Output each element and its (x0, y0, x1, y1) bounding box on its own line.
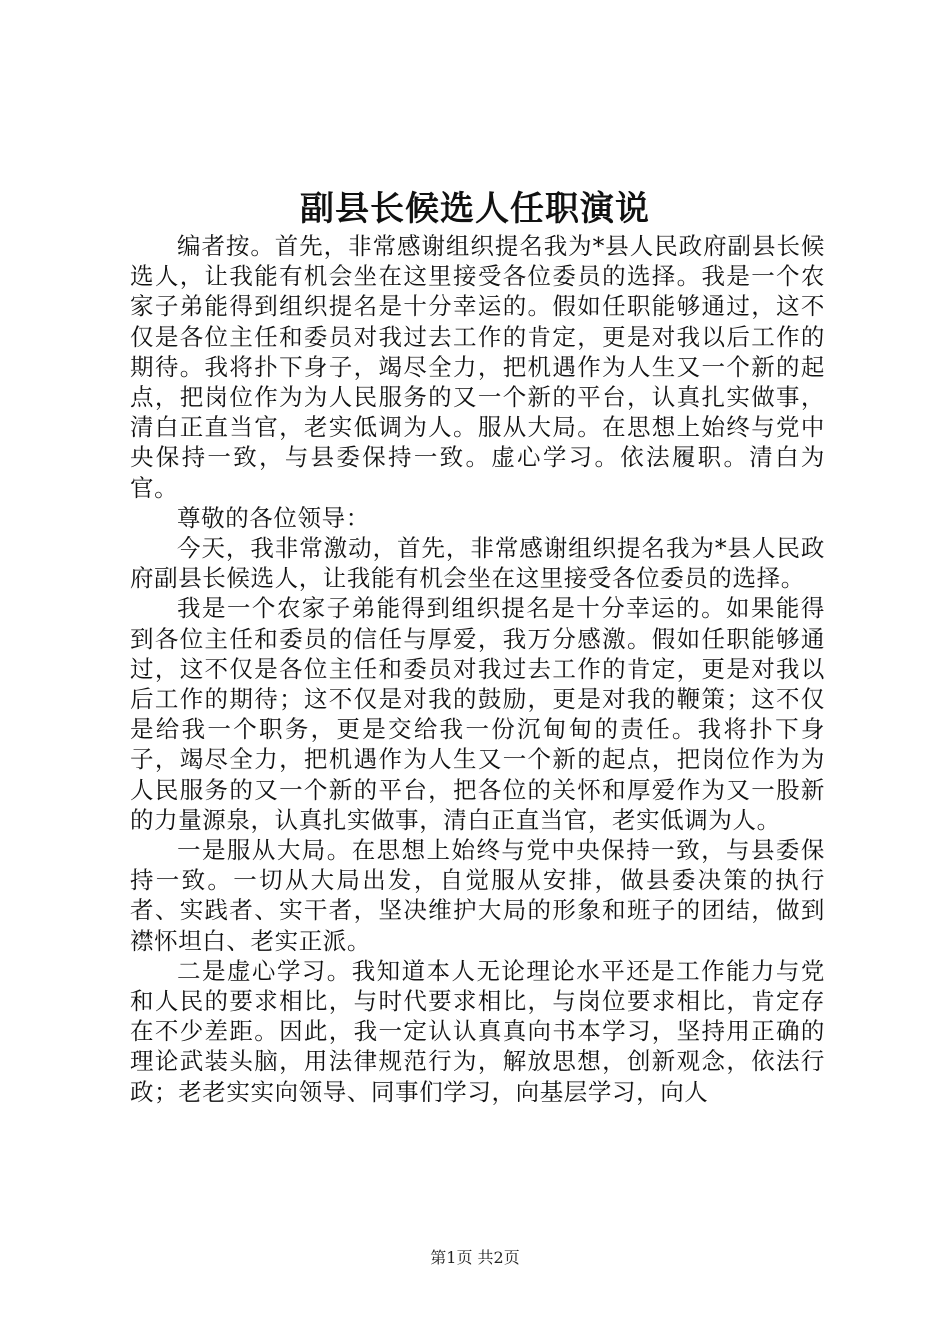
paragraph-point-two: 二是虚心学习。我知道本人无论理论水平还是工作能力与党和人民的要求相比，与时代要求相比，与岗位要求相比，肯定存在不少差距。因此，我一定认认真真向书本学习，坚持用正确的理论武装头脑，用法律规范行为，解放思想，创新观念，依法行政；老老实实向领导、同事们学习，向基层学习，向人 (130, 956, 825, 1106)
paragraph-point-one: 一是服从大局。在思想上始终与党中央保持一致，与县委保持一致。一切从大局出发，自觉服从安排，做县委决策的执行者、实践者、实干者，坚决维护大局的形象和班子的团结，做到襟怀坦白、老实正派。 (130, 836, 825, 955)
paragraph-opening: 今天，我非常激动，首先，非常感谢组织提名我为*县人民政府副县长候选人，让我能有机会坐在这里接受各位委员的选择。 (130, 534, 825, 593)
paragraph-editor-note: 编者按。首先，非常感谢组织提名我为*县人民政府副县长候选人，让我能有机会坐在这里接受各位委员的选择。我是一个农家子弟能得到组织提名是十分幸运的。假如任职能够通过，这不仅是各位主任和委员对我过去工作的肯定，更是对我以后工作的期待。我将扑下身子，竭尽全力，把机遇作为人生又一个新的起点，把岗位作为为人民服务的又一个新的平台，认真扎实做事，清白正直当官，老实低调为人。服从大局。在思想上始终与党中央保持一致，与县委保持一致。虚心学习。依法履职。清白为官。 (130, 232, 825, 502)
paragraph-salutation: 尊敬的各位领导： (177, 503, 370, 532)
document-body (130, 231, 825, 1107)
document-title: 副县长候选人任职演说 (300, 189, 650, 229)
paragraph-gratitude: 我是一个农家子弟能得到组织提名是十分幸运的。如果能得到各位主任和委员的信任与厚爱，我万分感激。假如任职能够通过，这不仅是各位主任和委员对我过去工作的肯定，更是对我以后工作的期待；这不仅是对我的鼓励，更是对我的鞭策；这不仅是给我一个职务，更是交给我一份沉甸甸的责任。我将扑下身子，竭尽全力，把机遇作为人生又一个新的起点，把岗位作为为人民服务的又一个新的平台，把各位的关怀和厚爱作为又一股新的力量源泉，认真扎实做事，清白正直当官，老实低调为人。 (130, 594, 825, 834)
page-number-footer: 第1页 共2页 (430, 1248, 520, 1267)
